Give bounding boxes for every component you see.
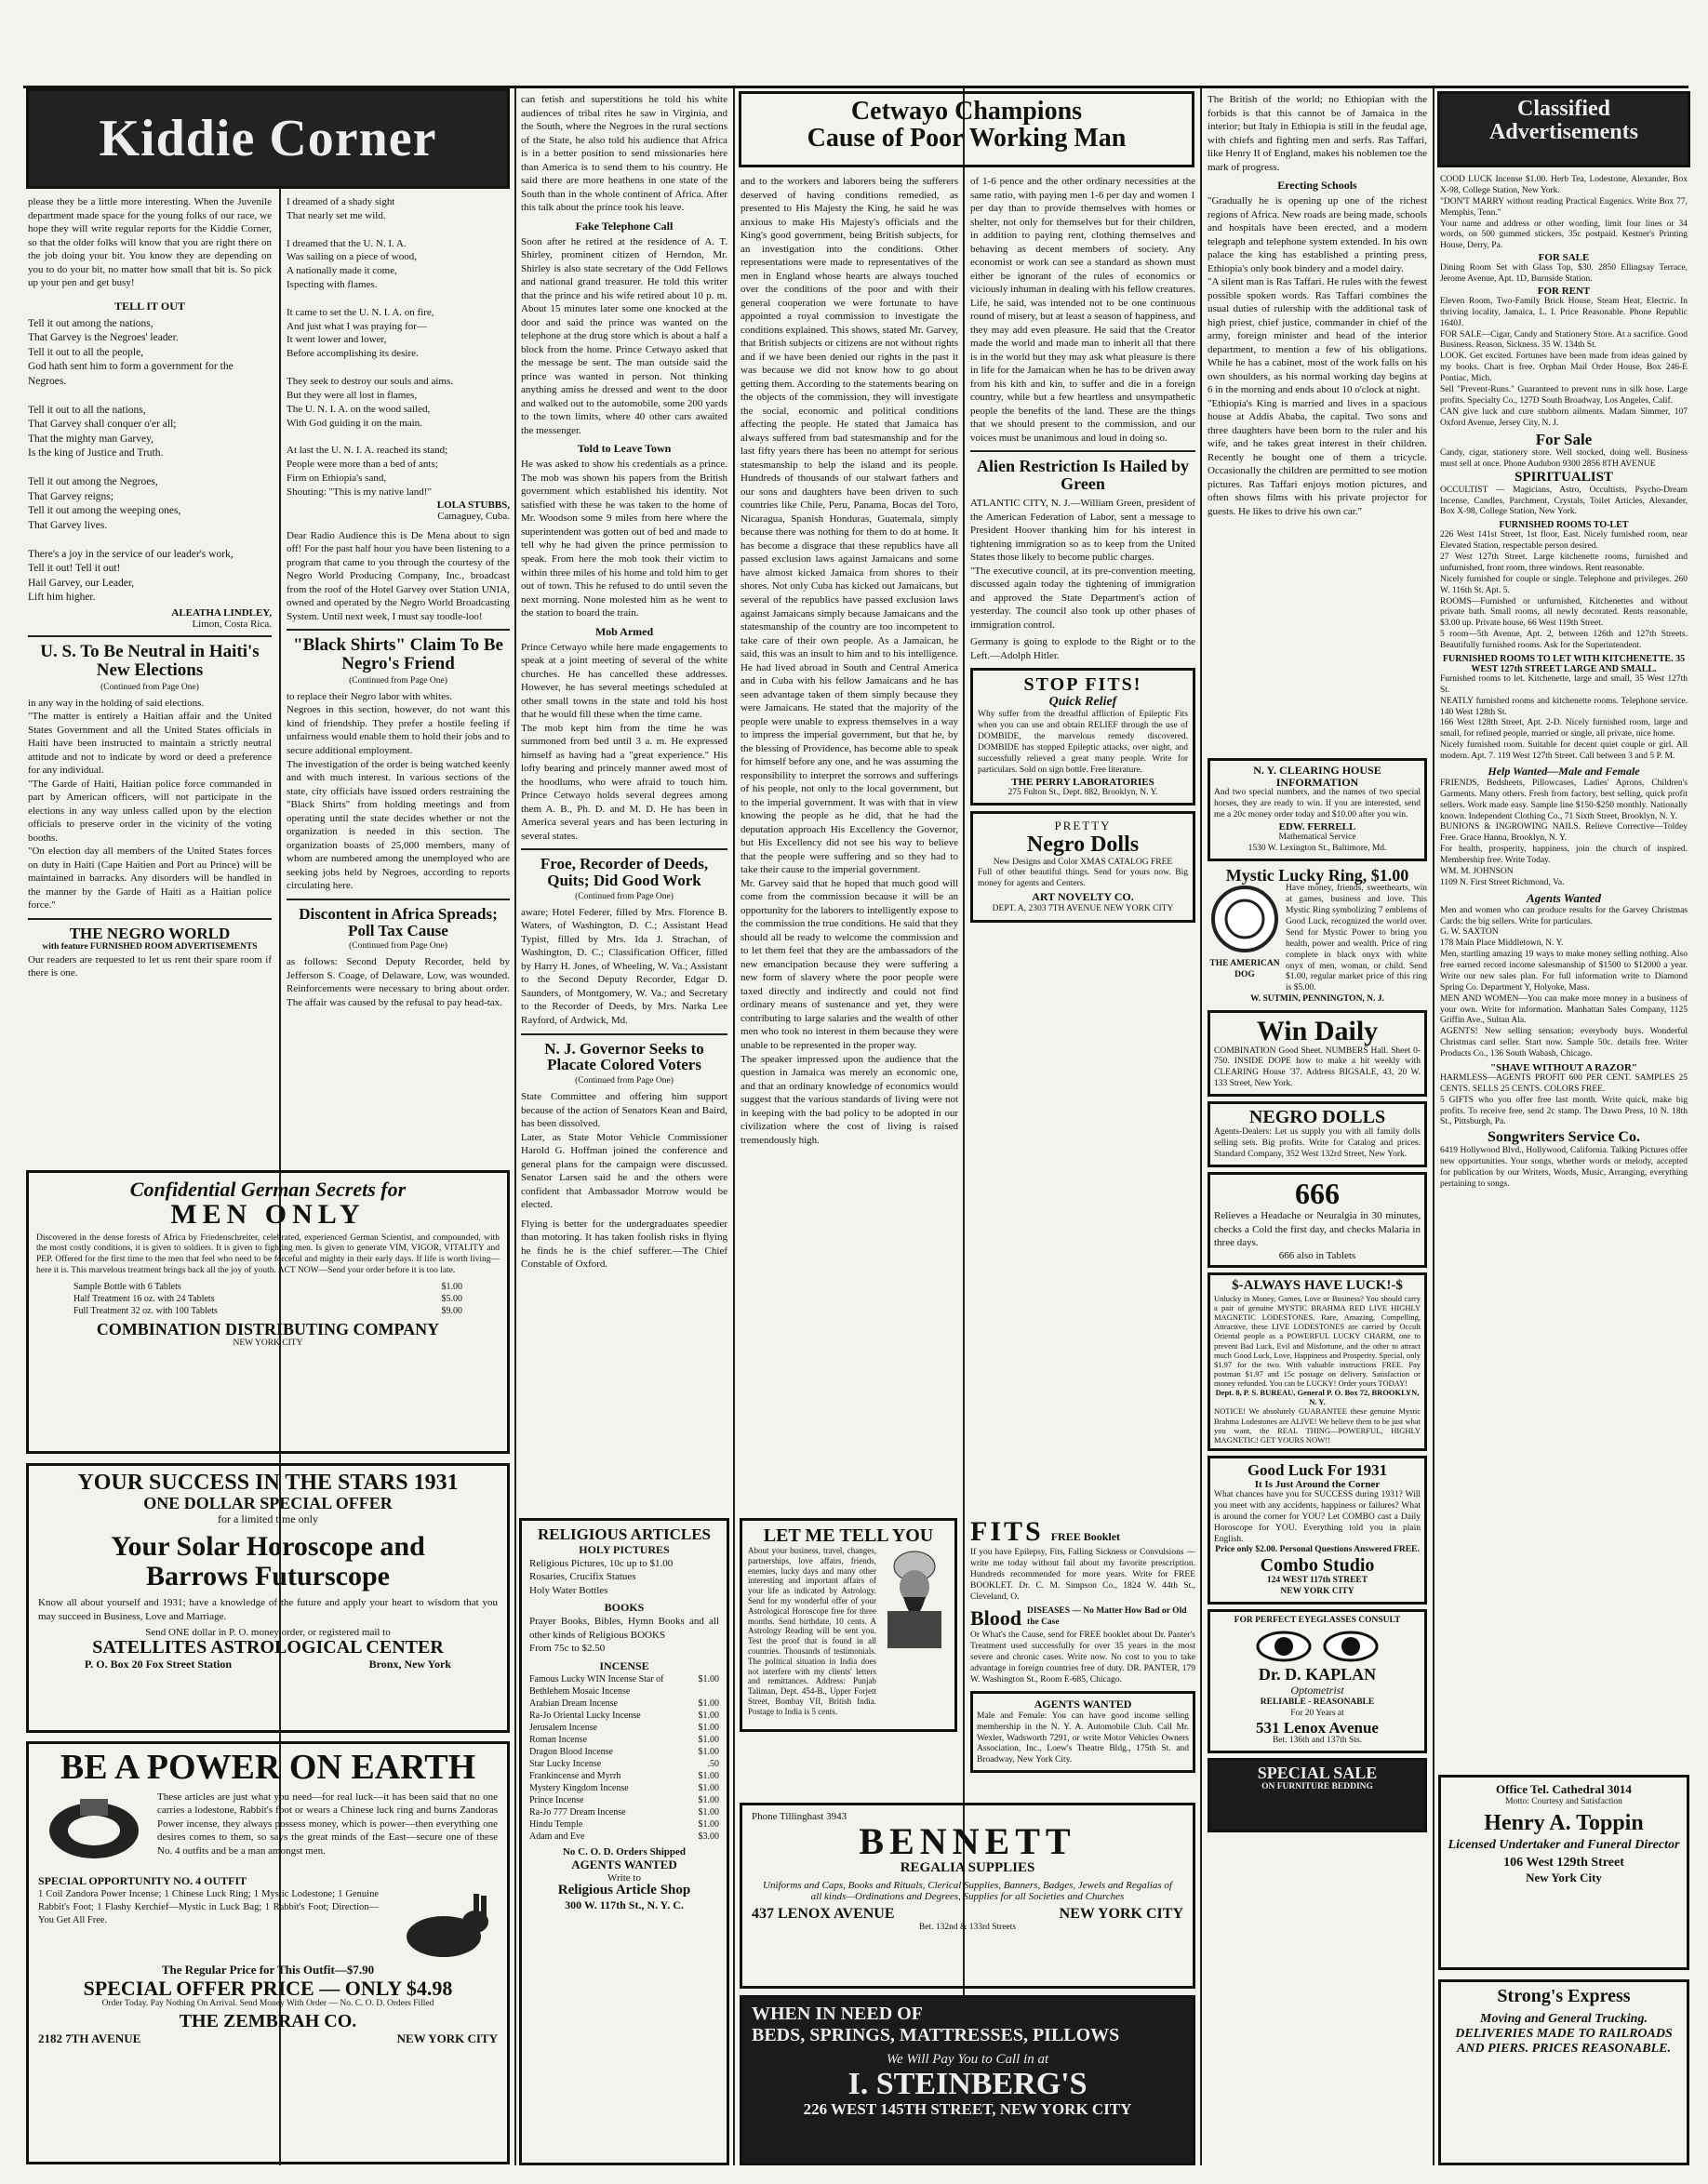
column-rule	[1433, 88, 1434, 2165]
good-luck-1931-ad	[1208, 1456, 1427, 1605]
leave-town-text: He was asked to show his credentials as a prince. The mob was shown his papers from the British government which established his identity. Not satisfied with these he was taken to the home of Mr. Woodson some 9 miles from here where the superintendent was gotten out of bed and made to tell why he had given the prince permission to speak. From here the mob took their victim to within three miles of his home and told him to get out of town. This he refused to do until seven the next morning. None molested him as he went to the station to board the train.	[521, 459, 727, 619]
fake-call-subhead: Fake Telephone Call	[575, 219, 674, 233]
incense-price: $3.00	[698, 1831, 719, 1842]
classified-banner	[1437, 91, 1690, 167]
incense-row	[529, 1831, 719, 1843]
divider	[521, 1033, 727, 1035]
incense-row	[529, 1794, 719, 1806]
lucky-ring-logo	[1208, 884, 1282, 994]
schools-text: "Gradually he is opening up one of the richest regions of Africa. New roads are being made, schools and hospitals have been erected, and a modern telegraph and telephone system extended. In his own palace the king has established a printing press, Ethiopia's only book bindery and a model dairy. "A silent man is Ras Taffari. He rules with the fewest possible spoken words. Ras Taffari combines the usual duties of rulership with the additional task of high priest, chief justice, commander in chief of the army, foreign minister and head of the interior department, to mention a few of his obligations. While he has a cabinet, most of the work falls on his own shoulders, as his normal working day begins at 6 in the morning and ends about 10 o'clock at night. "Ethiopia's King is married and lives in a spacious house at Addis Ababa, the capital. Two sons and three daughters have been born to the ruler and his wife, and he takes great interest in their children. Recently he bought one of them a tricycle. Occasionally the children are permitted to see motion pictures. Ras Taffari enjoys motion pictures, and often shows films with his private projector for guests. He likes to drive his own car."	[1208, 195, 1427, 517]
toppin-tel: Office Tel. Cathedral 3014	[1496, 1782, 1632, 1796]
fits-free-text: If you have Epilepsy, Fits, Falling Sickness or Convulsions — write me today without fail about my favorite prescription. Hundreds recommended for more years. Write for FREE BOOKLET. Dr. C. M. Simpson Co., 1824 W. 44th St., Cleveland, O.	[970, 1548, 1195, 1602]
win-daily-headline: Win Daily	[1256, 1016, 1379, 1047]
incense-price: $1.00	[698, 1818, 719, 1830]
furnished-text: 226 West 141st Street, 1st floor, East. Nicely furnished room, near Elevated Station, respectable person desired. 27 West 127th Street. Large kitchenette rooms, furnished and unfurnished, front room, three windows. Rent reasonable. Nicely furnished for couple or single. Telephone and privileges. 260 W. 116th St. Apt. 5. ROOMS—Furnished or unfurnished, Kitchenettes and without private bath. Small rooms, all newly decorated. Rents reasonable, $3.00 up. Private house, 66 West 119th Street. 5 room—5th Avenue, Apt. 2, between 126th and 127th Streets. Beautifully furnished rooms. Ask for the Superintendent.	[1440, 530, 1688, 651]
garvey-article-cont: of 1-6 pence and the other ordinary necessities at the same ratio, with paying men 1-6 per day and women 1 per day than to provide themselves with homes or shelter, not only for themselves but for their children, in addition to paying rent, clothing themselves and behaving as decent members of society. Any economist or work can see a standard as shown must either be ignorant of the rules of economics or viciously inhuman in dealing with his fellow creatures. Life, he said, was intended not to be one continuous round of misery, but at least a season of happiness, and they may add even pleasure. He said that the Creator made the world and made man to inherit all that there is in the world but they may ask what pleasure is there in life for the Jamaican when he has to be driven away from his kith and kin, to suffer and die in a foreign country, while but a few heartless and unsympathetic people the benefits of the land. These are the things that we should present to the commission, and our voices must be unanimous and loud in doing so.	[970, 176, 1195, 444]
clearing-sub: Mathematical Service	[1278, 832, 1356, 842]
dolls-address: DEPT. A, 2303 7TH AVENUE NEW YORK CITY	[992, 904, 1174, 914]
classified-top: COOD LUCK Incense $1.00. Herb Tea, Lodestone, Alexander, Box X-98, College Station, New York. "DON'T MARRY without reading Practical Eugenics. Write Box 77, Memphis, Tenn." Your name and address or other wording, limit four lines or 34 words, on 500 gummed stickers, 35c postpaid. Kestner's Printing House, Derry, Pa.	[1440, 175, 1688, 251]
divider	[287, 629, 510, 631]
mob-armed-text: Prince Cetwayo while here made engagements to speak at a joint meeting of several of the white churches. He has cancelled these addresses. However, he has several meetings scheduled at other small towns in the state and told his host that he would fill these when the time came. The mob kept him from the time he was summoned from bed until 3 a. m. He expressed himself as having had a "great experience." His lofty bearing and princely manner awed most of the hoodlums, who were afraid to touch him. Prince Cetwayo holds several degrees among them A. B., Ph. D. and M. D. He has been in America several years and has been lecturing in several states.	[521, 641, 727, 842]
rabbit-icon	[386, 1888, 498, 1963]
german-ad-prices	[73, 1281, 462, 1317]
blood-headline: Blood	[970, 1606, 1022, 1631]
negro-world-sub: with feature FURNISHED ROOM ADVERTISEMENTS	[42, 941, 258, 952]
incense-row	[529, 1746, 719, 1758]
fits-free-row	[970, 1516, 1195, 1548]
froe-continued: (Continued from Page One)	[575, 891, 674, 901]
stars-ad-headline: YOUR SUCCESS IN THE STARS 1931	[77, 1471, 459, 1495]
help-wanted-head: Help Wanted—Male and Female	[1488, 764, 1640, 778]
agents-wanted-head: Agents Wanted	[1526, 890, 1602, 905]
clearing-house-ad	[1208, 758, 1427, 861]
negro-dolls-ad-2	[1208, 1101, 1427, 1167]
incense-price: $1.00	[698, 1722, 719, 1733]
stars-ad-offer: ONE DOLLAR SPECIAL OFFER	[143, 1494, 393, 1513]
negro-world-text: Our readers are requested to let us rent their spare room if there is one.	[28, 953, 272, 979]
german-ad-big: MEN ONLY	[170, 1199, 366, 1231]
perry-name: THE PERRY LABORATORIES	[1011, 776, 1154, 788]
spiritualist-text: OCCULTIST — Magicians, Astro, Occultists, Psycho-Dream Incense, Candles, Parchment, Crystals, Toilet Articles, Alexander, Box X-98, College Station, New York.	[1440, 485, 1688, 517]
incense-row	[529, 1806, 719, 1818]
stop-fits-sub: Quick Relief	[1048, 695, 1117, 710]
bennett-name: BENNETT	[859, 1820, 1076, 1862]
cetwayo-banner	[739, 91, 1194, 167]
lola-poem: I dreamed of a shady sight That nearly set me wild. I dreamed that the U. N. I. A. Was sailing on a piece of wood, A nationally made it come, Ispecting with flames. It came to set the U. N. I. A. on fire, And just what I was praying for— It went lower and lower, Before accomplishing its desire. They seek to destroy our souls and aims. But they were all lost in flames, The U. N. I. A. on the wood sailed, With God guiding it on the main. At last the U. N. I. A. reached its stand; People were more than a bed of ants; Firm on Ethiopia's sand, Shouting: "This is my native land!"	[287, 196, 454, 498]
clearing-headline: N. Y. CLEARING HOUSE INFORMATION	[1253, 764, 1381, 789]
column-5-lower	[970, 1516, 1195, 1795]
poem-place: Limon, Costa Rica.	[192, 618, 272, 630]
kitchenette-head: FURNISHED ROOMS TO LET WITH KITCHENETTE. 35 WEST 127th STREET LARGE AND SMALL.	[1442, 653, 1686, 674]
stop-fits-ad	[970, 668, 1195, 806]
dolls-company: ART NOVELTY CO.	[1032, 890, 1134, 904]
poem-body: Tell it out among the nations, That Garvey is the Negroes' leader. Tell it out to all the people, God hath sent him to form a government for the Negroes. Tell it out to all the nations, That Garvey shall conquer o'er all; That the mighty man Garvey, Is the king of Justice and Truth. Tell it out among the Negroes, That Garvey reigns; Tell it out among the weeping ones, That Garvey lives. There's a joy in the service of our leader's work, Tell it out! Tell it out! Hail Garvey, our Leader, Lift him higher.	[28, 317, 234, 604]
special-sale-ad	[1208, 1758, 1427, 1832]
price-row: Sample Bottle with 6 Tablets $1.00	[73, 1282, 462, 1293]
stars-ad-address-row	[85, 1658, 451, 1671]
songwriters-text: 6419 Hollywood Blvd., Hollywood, California. Talking Pictures offer new opportunities. Your songs, whether words or melody, accepted for publication by our Writers, Words, Music, Arranging, everything pertaining to songs.	[1440, 1146, 1688, 1189]
column-5	[970, 175, 1195, 1514]
stars-ad-city: Bronx, New York	[368, 1658, 451, 1671]
incense-name: Ra-Jo 777 Dream Incense	[529, 1806, 626, 1818]
lucky-ring-text: Have money, friends, sweethearts, win at games, business and love. This Mystic Ring symbolizing 7 emblems of Good Luck, recognized the world over. Send for Mystic Power to bring you health, power and wealth. Price of ring complete in black onyx with white onyx of men, woman, or child. Send $1.00, regular market price of this ring is $5.00.	[1286, 884, 1427, 993]
power-ad-special: SPECIAL OFFER PRICE — ONLY $4.98	[83, 1976, 453, 2000]
power-ad-address-row	[38, 2031, 498, 2046]
incense-name: Ra-Jo Oriental Lucky Incense	[529, 1710, 641, 1721]
agents-text: Male and Female: You can have good income selling membership in the N. Y. A. Automobile Club. Call Mr. Wexler, Wadsworth 7291, or write Motor Vehicles Owners Association, Inc., Loew's Theatre Bldg., 175th St. and Broadway, New York City.	[977, 1711, 1189, 1765]
religious-ad-pictures: Religious Pictures, 10c up to $1.00 Rosaries, Crucifix Statues Holy Water Bottles	[529, 1557, 674, 1596]
religious-ad-books: Prayer Books, Bibles, Hymn Books and all other kinds of Religious BOOKS From 75c to $2.50	[529, 1616, 719, 1655]
column-7	[1440, 175, 1688, 1738]
let-me-tell-you-ad	[740, 1518, 957, 1732]
column-6	[1208, 93, 1427, 744]
kiddie-intro: please they be a little more interesting. When the Juvenile department made space for the young folks of our race, we hope they will write regular reports for the Kiddie Corner, so that the older folks will know that you are right there on the job doing your bit. You know they are depending on you to do your bit, no matter how small that bit is. So pick up your pen and get busy!	[28, 196, 272, 289]
bennett-address: 437 LENOX AVENUE	[752, 1905, 895, 1922]
toppin-motto: Motto: Courtesy and Satisfaction	[1505, 1797, 1622, 1806]
gl-studio: Combo Studio	[1260, 1555, 1375, 1577]
stars-ad-send: Send ONE dollar in P. O. money order, or registered mail to	[145, 1627, 391, 1639]
strong-text: Moving and General Trucking. DELIVERIES MADE TO RAILROADS AND PIERS. PRICES REASONABLE.	[1455, 2012, 1673, 2056]
toppin-undertaker-ad	[1438, 1775, 1689, 1970]
for-sale-head: For Sale	[1535, 431, 1593, 449]
power-ad-body	[38, 1791, 498, 1871]
steinberg-name: I. STEINBERG'S	[847, 2067, 1088, 2101]
bennett-address-row	[752, 1906, 1183, 1923]
froe-article: aware; Hotel Federer, filled by Mrs. Florence B. Waters, of Washington, D. C.; Assistant Head Typist, filled by Mrs. Ida J. Strachan, of Washington, D. C.; Classification Officer, filled by Harry H. Jones, of Wheeling, W. Va.; Assistant to the Second Deputy Recorder, Edgar D. Saunders, of Montgomery, W. Va.; and Secretary to the Recorder of Deeds, by Mrs. Narka Lee Rayford, of Ardwick, Md.	[521, 906, 727, 1026]
religious-ad-cod: No C. O. D. Orders Shipped	[562, 1845, 687, 1858]
toppin-title: Licensed Undertaker and Funeral Director	[1448, 1838, 1680, 1853]
toppin-address: 106 West 129th Street	[1503, 1856, 1624, 1871]
power-ad-company: THE ZEMBRAH CO.	[179, 2010, 357, 2031]
incense-row	[529, 1782, 719, 1794]
incense-row	[529, 1758, 719, 1770]
africa-article: as follows: Second Deputy Recorder, held by Jefferson S. Coage, of Delaware, Low, was wounded. Reinforcements were necessary to bring about order. The affair was caused by the refusal to pay head-tax.	[287, 956, 510, 1008]
german-ad-company: COMBINATION DISTRIBUTING COMPANY	[96, 1320, 440, 1339]
ndolls-headline: NEGRO DOLLS	[1248, 1107, 1386, 1128]
bennett-sub: REGALIA SUPPLIES	[900, 1860, 1035, 1875]
luck-headline: $-ALWAYS HAVE LUCK!-$	[1232, 1277, 1403, 1293]
luck-address: Dept. 8, P. S. BUREAU, General P. O. Box 72, BROOKLYN, N. Y.	[1215, 1388, 1420, 1407]
mob-armed-subhead: Mob Armed	[594, 624, 654, 638]
gl-headline: Good Luck For 1931	[1247, 1461, 1388, 1480]
help-wanted-text: FRIENDS, Bedsheets, Pillowcases, Ladies' Aprons, Children's Garments. Many others. Fresh from factory, best selling, quick profit sellers. Work made easy. Sample line $150-$250 monthly. Nationally known. Independent Clothing Co., 71 Sixth Street, Brooklyn, N. Y. BUNIONS & INGROWING NAILS. Relieve Corrective—Toldey Free. Grace Hanna, Brooklyn, N. Y. For health, prosperity, happiness, join the church of inspired. Membership free. Write Today. WM. M. JOHNSON 1109 N. First Street Richmond, Va.	[1440, 778, 1688, 887]
divider	[521, 848, 727, 850]
incense-price: $1.00	[698, 1806, 719, 1818]
incense-price: $1.00	[698, 1794, 719, 1805]
incense-row	[529, 1722, 719, 1734]
blood-ad	[970, 1606, 1195, 1631]
incense-row	[529, 1770, 719, 1782]
froe-headline: Froe, Recorder of Deeds, Quits; Did Good Work	[540, 855, 709, 890]
taffari-article: The British of the world; no Ethiopian with the forbids is that this cannot be of Jamaica in the interior; but Italy in Ethiopia is still in the feudal age, with chiefs and fighting men and serfs. Ras Taffari, like Henry II of England, makes his noblemen toe the mark of progress.	[1208, 94, 1427, 173]
incense-name: Hindu Temple	[529, 1818, 583, 1830]
steinberg-line1: WHEN IN NEED OF	[752, 2004, 923, 2024]
eye-top: FOR PERFECT EYEGLASSES CONSULT	[1234, 1616, 1401, 1626]
sale-headline: SPECIAL SALE	[1257, 1764, 1378, 1783]
oxford-quote: Flying is better for the undergraduates speedier than motoring. It has taken foolish risks in flying he finds he is the chief sufferer.—The Chief Constable of Oxford.	[521, 1218, 727, 1271]
german-ad-headline: Confidential German Secrets for	[129, 1178, 407, 1201]
hitler-quote: Germany is going to explode to the Right or to the Left.—Adolph Hitler.	[970, 636, 1195, 661]
power-ad-city: NEW YORK CITY	[396, 2031, 498, 2045]
power-on-earth-ad	[26, 1741, 510, 2164]
shave-head: "SHAVE WITHOUT A RAZOR"	[1489, 1061, 1637, 1073]
sale-text: ON FURNITURE BEDDING	[1261, 1782, 1373, 1792]
lucky-ring-headline: Mystic Lucky Ring, $1.00	[1225, 865, 1409, 885]
bennett-bet: Bet. 132nd & 133rd Streets	[918, 1922, 1017, 1932]
incense-price: $1.00	[698, 1746, 719, 1757]
agents-wanted-text: Men and women who can produce results for the Garvey Christmas Cards: the big sellers. Write for particulars. G. W. SAXTON 178 Main Place Middletown, N. Y. Men, startling amazing 19 ways to make money selling nothing. Also free earned record income salesmanship of $1500 to $12000 a year. Write our new sales plan. For full information write to Diamond Spring Co. Department Y, Holyoke, Mass. MEN AND WOMEN—You can make more money in a business of your own. Write for information. Manhattan Sales Company, 1125 Griffin Ave., Sultan Ala. AGENTS! New selling sensation; everybody buys. Wonderful Christmas card seller. Start now. Sample 50c. details free. Writer Products Co., 136 South Wabash, Chicago.	[1440, 905, 1688, 1059]
ad-666-headline: 666	[1295, 1176, 1340, 1210]
bennett-phone: Phone Tillinghast 3943	[752, 1811, 847, 1822]
radio-notice: Dear Radio Audience this is De Mena about to sign off! For the past half hour you have been listening to a program that came to you through the courtesy of the Negro World Producing Company, Inc., broadcast from the roof of the Hotel Garvey over Station UNIA, owned and operated by the Negro World Broadcasting System. Until next week, I must say toodle-loo!	[287, 529, 510, 622]
dolls-text: Full of other beautiful things. Send for yours now. Big money for agents and Centers.	[978, 868, 1188, 889]
incense-row	[529, 1710, 719, 1722]
german-ad-city: NEW YORK CITY	[233, 1338, 303, 1348]
power-ad-items: 1 Coil Zandora Power Incense; 1 Chinese Luck Ring; 1 Mystic Lodestone; 1 Genuine Rabbit's Foot; 1 Flashy Kerchief—Mystic in Luck Bag; 1 Rabbit's Foot; Direction—You Get All Free.	[38, 1888, 379, 1925]
religious-ad-sub: HOLY PICTURES	[579, 1542, 670, 1556]
lucky-ring-logo-text: THE AMERICAN DOG	[1209, 959, 1280, 980]
tell-you-text: About your business, travel, changes, partnerships, love affairs, friends, enemies, lucky days and many other interesting and important affairs of your life as indicated by Astrology. Send for my wonderful offer of your Astrological Horoscope free for three months. Send birthdate, 10 cents. A Astrology Reading will be sent you. Test the proof that is found in all countries. Thousands of testimonials. The political situation in India does not interfere with my clients' letters and remittances. Address: Punjab Taliman, Dept. 454-B., Upper Forjett Street, Bombay VII, British India. Postage to India is 5 cents.	[748, 1546, 876, 1716]
lucky-ring-address: W. SUTMIN, PENNINGTON, N. J.	[1250, 994, 1384, 1005]
incense-row	[529, 1734, 719, 1746]
lola-place: Camaguey, Cuba.	[437, 510, 510, 522]
win-daily-text: COMBINATION Good Sheet. NUMBERS Hall. Sheet 0-750. INSIDE DOPE how to make a hit weekly with CLEARING House '37. Address BIGSALE, 43, 20 W. 133 Street, New York.	[1214, 1045, 1421, 1089]
win-daily-ad	[1208, 1010, 1427, 1097]
rent-head: FOR RENT	[1537, 285, 1591, 297]
power-ad-offer: SPECIAL OPPORTUNITY NO. 4 OUTFIT	[38, 1873, 247, 1887]
toppin-name: Henry A. Toppin	[1484, 1810, 1644, 1835]
divider	[28, 918, 272, 920]
steinberg-line3: We Will Pay You to Call in at	[886, 2052, 1049, 2067]
luck-notice: NOTICE! We absolutely GUARANTEE these genuine Mystic Brahma Lodestones are ALIVE! We believe them to be just what you want, the REAL THING—POWERFUL, HIGHLY MAGNETIC! GET YOURS NOW!!	[1214, 1406, 1421, 1445]
power-ad-items-row	[38, 1888, 498, 1963]
strongs-express-ad	[1438, 1979, 1689, 2165]
perry-address: 275 Fulton St., Dept. 882, Brooklyn, N. Y.	[1007, 787, 1158, 797]
nj-article: State Committee and offering him support because of the action of Senators Kean and Baird, has been dissolved. Later, as State Motor Vehicle Commissioner Harold G. Hoffman joined the conference and general plans for the campaign were discussed. Senator Larsen said he and the others were confident that Ambassador Morrow would be elected.	[521, 1091, 727, 1211]
religious-ad-shop: Religious Article Shop	[557, 1882, 691, 1898]
gl-city: NEW YORK CITY	[1280, 1587, 1354, 1597]
astrologer-portrait-icon	[880, 1546, 949, 1648]
incense-price: $1.00	[698, 1710, 719, 1721]
agents-wanted-ad	[970, 1691, 1195, 1773]
ndolls-text: Agents-Dealers: Let us supply you with all family dolls selling sets. Big profits. Write for Catalog and prices. Standard Company, 352 West 132rd Street, New York.	[1214, 1127, 1421, 1159]
kiddie-corner-title: Kiddie Corner	[99, 110, 437, 167]
religious-ad-write: Write to	[607, 1871, 641, 1884]
shave-text: HARMLESS—AGENTS PROFIT 600 PER CENT. SAMPLES 25 CENTS. SELLS 25 CENTS. COLORS FREE. 5 GIFTS who you offer free last month. Write quick, make big profits. To receive free, send 2c stamp. The Dawn Press, 10 N. 18th St., Pittsburgh, Pa.	[1440, 1072, 1688, 1127]
incense-price: $1.00	[698, 1782, 719, 1793]
stop-fits-headline: STOP FITS!	[1023, 674, 1142, 696]
price-row: Half Treatment 16 oz. with 24 Tablets $5.00	[73, 1294, 462, 1305]
incense-row	[529, 1673, 719, 1698]
black-shirts-headline: "Black Shirts" Claim To Be Negro's Friend	[293, 635, 503, 674]
nj-continued: (Continued from Page One)	[575, 1076, 674, 1086]
kitchenette-text: Furnished rooms to let. Kitchenette, large and small, 35 West 127th St. NEATLY furnished rooms and kitchenette rooms. Telephone service. 140 West 128th St. 166 West 128th Street, Apt. 2-D. Nicely furnished room, large and small, for refined people, married or single, all private, nice home. Nicely furnished room. Suitable for decent quiet couple or girl. All modern. Apt. 7. 119 West 127th Street. Call between 3 and 5 P. M.	[1440, 673, 1688, 762]
power-ad-text: These articles are just what you need—for real luck—it has been said that no one carries a lodestone, Rabbit's foot or wears a Chinese luck ring and burns Zandoras Power incense, they always possess money, which is power—then everything one desires comes to them, so says the great minds of the East—secure one of these No. 4 outfits and be a man amongst men.	[157, 1791, 498, 1857]
leave-town-subhead: Told to Leave Town	[577, 442, 672, 456]
classified-title: Classified Advertisements	[1489, 97, 1638, 145]
africa-continued: (Continued from Page One)	[349, 941, 447, 952]
furnished-head: FURNISHED ROOMS TO-LET	[1499, 520, 1629, 531]
steinberg-address: 226 WEST 145TH STREET, NEW YORK CITY	[803, 2099, 1132, 2118]
religious-articles-ad	[519, 1518, 729, 2165]
eye-address: 531 Lenox Avenue	[1256, 1718, 1379, 1737]
incense-name: Famous Lucky WIN Incense Star of Bethlehem Mosaic Incense	[529, 1673, 664, 1697]
lucky-ring-body	[1208, 884, 1427, 994]
power-ad-order: Order Today. Pay Nothing On Arrival. Send Money With Order — No. C. O. D. Orders Filled	[101, 1998, 434, 2008]
kiddie-corner-banner	[26, 88, 510, 189]
dolls-sub: New Designs and Color XMAS CATALOG FREE	[993, 857, 1173, 867]
divider	[287, 899, 510, 900]
alien-article: ATLANTIC CITY, N. J.—William Green, president of the American Federation of Labor, sent a message to President Hoover thanking him for his interest in tightening immigration so as to keep from the United States those likely to become public charges. "The executive council, at its pre-convention meeting, discussed again today the tightening of immigration and approved the State Department's action of yesterday. The council also took up other phases of immigration control.	[970, 498, 1195, 631]
haiti-article: in any way in the holding of said elections. "The matter is entirely a Haitian affair and the United States Government and all the United States officials in Haiti have been instructed to maintain a strictly neutral attitude and not to indicate by word or deed a preference for any individual. "The Garde of Haiti, Haitian police force commanded in part by American officers, will not participate in the elections in any way unless called upon by the election officials to preserve order in the vicinity of the voting booths. "On election day all members of the United States forces on duty in Haiti (Cape Haitien and Port au Prince) will be maintained in barracks. Any disorders will be handled in the manner by the Garde of Haiti as a Haitian police force."	[28, 697, 272, 912]
sale1-text: Dining Room Set with Glass Top, $30. 2850 Ellingsay Terrace, Jerome Avenue, Apt. 1D, Burnside Station.	[1440, 263, 1688, 284]
stars-ad-company: SATELLITES ASTROLOGICAL CENTER	[92, 1637, 444, 1658]
haiti-continued: (Continued from Page One)	[100, 682, 199, 692]
alien-headline: Alien Restriction Is Hailed by Green	[977, 457, 1189, 494]
power-ad-regular: The Regular Price for This Outfit—$7.90	[161, 1962, 375, 1977]
power-ad-address: 2182 7TH AVENUE	[38, 2031, 141, 2045]
column-4	[741, 175, 958, 1514]
german-ad-text: Discovered in the dense forests of Africa by Friedenschreiter, celebrated, experienced German Scientist, and compounded, with the most costly conditions, it is given to soldiers. It is given to fighting men. Is given to generate VIM, VIGOR, VITALITY and PEP. Offered for the first time to the men that feel who need to be forceful and mighty in their early days. If life is worth living—here it is. This marvelous treatment brings back all the joy of youth. ACT NOW—Send your order before it is too late.	[36, 1232, 500, 1276]
eye-tag: RELIABLE - REASONABLE	[1260, 1697, 1375, 1707]
incense-price-list	[529, 1673, 719, 1843]
eyes-icon	[1214, 1631, 1421, 1662]
steinberg-line2: BEDS, SPRINGS, MATTRESSES, PILLOWS	[752, 2025, 1120, 2045]
eye-years: For 20 Years at	[1290, 1708, 1344, 1718]
africa-headline: Discontent in Africa Spreads; Poll Tax Cause	[299, 904, 498, 939]
agents-headline: AGENTS WANTED	[1034, 1697, 1132, 1711]
steinberg-ad	[740, 1995, 1195, 2165]
clearing-name: EDW. FERRELL	[1278, 820, 1356, 832]
toppin-city: New York City	[1526, 1871, 1602, 1885]
german-secrets-ad	[26, 1170, 510, 1454]
cetwayo-banner-line2: Cause of Poor Working Man	[807, 124, 1127, 153]
poem-author: ALEATHA LINDLEY,	[171, 606, 272, 619]
bennett-city: NEW YORK CITY	[1059, 1905, 1183, 1922]
sale1-head: FOR SALE	[1538, 252, 1590, 264]
power-ad-headline: BE A POWER ON EARTH	[60, 1748, 476, 1787]
incense-price: $1.00	[698, 1770, 719, 1781]
column-6-ads	[1208, 758, 1427, 2165]
black-shirts-article: to replace their Negro labor with whites. Negroes in this section, however, do not want this kind of friendship. They prefer a hostile feeling if unfairness would enable them to hold their jobs and to secure additional employment. The investigation of the order is being watched keenly and with much interest. In various sections of the state, city officials have issued orders restraining the "Black Shirts" from holding meetings and from operating until the state decides whether or not the organization is needed in this section. The organization boasts of 25,000 members, many of whom are numbered among the unemployed who are seeking jobs held by Negroes, according to reports circulating here.	[287, 690, 510, 892]
column-rule	[514, 88, 516, 2165]
incense-row	[529, 1818, 719, 1831]
strong-headline: Strong's Express	[1497, 1986, 1631, 2006]
gl-address: 124 WEST 117th STREET	[1266, 1576, 1368, 1586]
page-top-edge	[0, 0, 1708, 88]
rent-text: Eleven Room, Two-Family Brick House, Steam Heat, Electric. In thriving locality, Jamaica, L. I. Price Reasonable. Phone Republic 1640J. FOR SALE—Cigar, Candy and Stationery Store. At a sacrifice. Good Business. Reason, Sickness. 35 W. 134th St. LOOK. Get excited. Fortunes have been made from ideas gained by my books. Chart is free. Orphan Mail Order House, Box 246-E Pontiac, Mich. Sell "Prevent-Runs." Guaranteed to prevent runs in silk hose. Large profits. Specialty Co., 127D South Broadway, Los Angeles, Calif. CAN give luck and cure stubborn ailments. Madam Simmer, 107 Oxford Avenue, Jersey City, N. J.	[1440, 296, 1688, 428]
dolls-headline: Negro Dolls	[1026, 832, 1140, 858]
incense-price: $1.00	[698, 1673, 719, 1685]
incense-price: $1.00	[698, 1698, 719, 1709]
luck-text: Unlucky in Money, Games, Love or Business? You should carry a pair of genuine MYSTIC BRAHMA RED LIVE HIGHLY MAGNETIC LODESTONES. Rare, Amazing, Compelling, Attractive, these LIVE LODESTONES are carried by Occult Oriental people as a POWERFUL LUCKY CHARM, one to prevent Bad Luck, Evil and Misfortune, and the other to attract much Good Luck, Love, Happiness and Prosperity. Special, only $1.97 for the two. With valuable instructions FREE. Pay postman $1.97 and 15c postage on delivery. Satisfaction or money refunded. You can be LUCKY! Order yours TODAY!	[1214, 1293, 1421, 1389]
garvey-article: and to the workers and laborers being the sufferers deserved of having conditions remedied, as presented to His Majesty the King, he said he was anxious to make His Majesty's officials and the King's good government, being British subjects, for an investigation into the conditions. Other representations were made to representatives of the men in England whose hearts are always touched over the conditions of the poor and with their general cooperation we were fortunate to have appointed a royal commission to investigate the conditions explained. This shows, stated Mr. Garvey, that British subjects or citizens are not without rights and if we have been denied our rights in the past it was because we did not know how to go about getting them. According to the statements bearing on the objects of the commission, they will investigate the social, economic and political conditions affecting the people. He stated that Jamaica has always suffered from bad statesmanship and for the last fifty years there has been no attempt for serious statesmanship to help the island and its people. Hundreds of thousands of our stalwart fathers and our sons and daughters have been driven to such countries like Chile, Peru, Panama, Bocas del Toro, Nicaragua, Spanish Honduras, Guatemala, simply because there was nothing for them to do at home. It has become a disgrace that these republics have all passed exclusion laws against Jamaicans and some have almost kicked Jamaica from shores to their shores. Not only Cuba has kicked out Jamaicans, but several of the republics have passed exclusion laws against Jamaicans simply because Jamaicans and the statesmanship of the country are too incompetent to take care of their own people. As a Jamaican, he said, this was an insult to him and to his intelligence. He had lived abroad in South and Central America and in Cuba with his fellow Jamaicans and he has seen advantage taken of them simply because they were Jamaicans. He stated that the majority of the people were unable to express themselves in a way to impress the imperial government, but that he, by the blessing of Providence, has become able to speak for himself before any one, and he was assuming the responsibility to interpret the sorrows and sufferings of his people, not only to the local government, but to the imperial government. It was with that in view knowing the people as he did, that he had the deputation approach His Excellency the Governor, but His Excellency did not see his way to believe that the people were suffering and so they had to take their cause to the imperial government. Mr. Garvey said that he hoped that much good will come from the commission because it will be an opportunity for the laborers to intelligently expose to the commission the true conditions. He said that they should all be ready to welcome the commission and to let them feel that they are the ambassadors of the new emancipation because they were suffering a new form of slavery where the poor people were taxed directly and indirectly and could not find ordinary means of sustenance and yet, they were contributing to large salaries and the wealth of other men who took no interest in them because they were unable to be represented in the proper way. The speaker impressed upon the audience that the question in Jamaica was merely an economic one, and that an ordinary knowledge of economics would suggest that the various standards of living were not in keeping with the bad policy to be adopted in our civilization where the cost of living is raised tremendously high.	[741, 176, 958, 1146]
lola-signature: LOLA STUBBS,	[436, 499, 510, 511]
negro-dolls-ad	[970, 811, 1195, 923]
incense-price: .50	[707, 1758, 719, 1769]
fits-free-booklet: FREE Booklet	[1050, 1530, 1121, 1543]
religious-ad-books-head: BOOKS	[604, 1601, 645, 1615]
religious-ad-agents: AGENTS WANTED	[571, 1857, 677, 1871]
column-1	[28, 195, 272, 1163]
incense-name: Adam and Eve	[529, 1831, 585, 1842]
eye-bet: Bet. 136th and 137th Sts.	[1272, 1736, 1363, 1746]
blood-sub: DISEASES — No Matter How Bad or Old the Case	[1027, 1606, 1187, 1628]
negro-world-heading: THE NEGRO WORLD	[69, 924, 231, 942]
column-2	[287, 195, 510, 1163]
songwriters-head: Songwriters Service Co.	[1488, 1129, 1640, 1146]
nj-headline: N. J. Governor Seeks to Placate Colored Voters	[544, 1039, 704, 1074]
stars-horoscope-ad	[26, 1463, 510, 1733]
incense-name: Jerusalem Incense	[529, 1722, 598, 1733]
fake-call-text: Soon after he retired at the residence of A. T. Shirley, prominent citizen of Herndon, Mr. Shirley is also state secretary of the Odd Fellows and national grand treasurer. He told this writer that the prince and his wife retired about 10 p. m. About 15 minutes later some one knocked at the door and said the prince was wanted on the telephone at the drug store which is about a half a block from the home. Prince Cetwayo asked that the message be sent. The man outside said the prince was wanted in person. Not thinking anything amiss he dressed and went to the door and walked out to the automobile, some 200 yards to the town limits, where 40 other cars awaited the messenger.	[521, 235, 727, 436]
eye-name: Dr. D. KAPLAN	[1258, 1664, 1377, 1684]
bennett-desc: Uniforms and Caps, Books and Rituals, Clerical Supplies, Banners, Badges, Jewels and Regalias of all kinds—Ordinations and Degrees, Supplies for all Societies and Churches	[763, 1879, 1172, 1902]
gl-text: What chances have you for SUCCESS during 1931? Will you meet with any accidents, happiness or failures? What is around the corner for YOU? Let COMBO cast a Daily Horoscope for YOU. Everything told you in plain English.	[1214, 1490, 1421, 1544]
stars-ad-address: P. O. Box 20 Fox Street Station	[85, 1658, 232, 1671]
tell-you-body	[748, 1546, 949, 1717]
gl-price: Price only $2.00. Personal Questions Answered FREE.	[1215, 1545, 1420, 1555]
cetwayo-banner-line1: Cetwayo Champions	[850, 97, 1083, 126]
divider	[970, 450, 1195, 452]
stop-fits-text: Why suffer from the dreadful affliction of Epileptic Fits when you can use and obtain RELIEF through the use of DOMBIDE, the marvelous remedy discovered. DOMBIDE has stopped Epileptic attacks, over night, and successfully relieved a great many people. Write for particulars. Sold on sign bottle. Free literature.	[978, 710, 1188, 775]
religious-ad-incense-head: INCENSE	[599, 1658, 649, 1672]
incense-name: Frankincense and Myrrh	[529, 1770, 621, 1781]
column-rule	[733, 88, 735, 2165]
religious-ad-headline: RELIGIOUS ARTICLES	[538, 1525, 711, 1543]
haiti-headline: U. S. To Be Neutral in Haiti's New Elections	[40, 641, 260, 680]
eye-title: Optometrist	[1290, 1683, 1344, 1697]
stars-ad-limited: for a limited time only	[218, 1512, 318, 1526]
bennett-regalia-ad	[740, 1803, 1195, 1989]
cetwayo-continued: can fetish and superstitions he told his white audiences of tribal rites he saw in Virginia, and the South, where the Negroes in the rural sections of the State, he also told his audience that Africa is in a better position to send missionaries here than America is to send them to his country. He said there are more heathens in one state of the South than in the whole continent of Africa. After this talk about the prince took his leave.	[521, 94, 727, 214]
schools-subhead: Erecting Schools	[1277, 179, 1357, 193]
clearing-address: 1530 W. Lexington St., Baltimore, Md.	[1248, 843, 1387, 853]
column-rule	[1200, 88, 1202, 2165]
tell-you-headline: LET ME TELL YOU	[763, 1525, 934, 1546]
ad-666-tablets: 666 also in Tablets	[1278, 1249, 1356, 1261]
incense-name: Roman Incense	[529, 1734, 587, 1745]
spiritualist-head: SPIRITUALIST	[1515, 469, 1613, 485]
ad-666-text: Relieves a Headache or Neuralgia in 30 minutes, checks a Cold the first day, and checks Malaria in three days.	[1214, 1210, 1421, 1249]
incense-name: Prince Incense	[529, 1794, 584, 1805]
blood-text: Or What's the Cause, send for FREE booklet about Dr. Panter's Treatment used successfully for over 35 years in the most severe and chronic cases. Write now. No cost to you to take advantage in foreign countries free of duty. DR. PANTER, 179 W. Washington St., Room E-685, Chicago.	[970, 1631, 1195, 1685]
column-3	[521, 93, 727, 1507]
fits-free-headline: FITS	[970, 1516, 1044, 1547]
incense-name: Arabian Dream Incense	[529, 1698, 618, 1709]
incense-row	[529, 1698, 719, 1710]
stars-ad-text: Know all about yourself and 1931; have a knowledge of the future and apply your heart to wisdom that you may succeed in Business, Love and Marriage.	[38, 1597, 498, 1622]
incense-name: Dragon Blood Incense	[529, 1746, 613, 1757]
poem-title: TELL IT OUT	[114, 299, 185, 313]
ad-666	[1208, 1172, 1427, 1268]
price-row: Full Treatment 32 oz. with 100 Tablets $9.00	[73, 1306, 462, 1317]
kaplan-eyeglasses-ad	[1208, 1609, 1427, 1753]
religious-ad-address: 300 W. 117th St., N. Y. C.	[565, 1898, 684, 1911]
divider	[28, 635, 272, 637]
incense-price: $1.00	[698, 1734, 719, 1745]
black-shirts-continued: (Continued from Page One)	[349, 676, 447, 686]
always-luck-ad	[1208, 1272, 1427, 1451]
ring-icon	[1209, 884, 1280, 954]
clearing-text: And two special numbers, and the names of two special horses, they are ready to win. If you are interested, send me a 20c money order today and $10.00 after you win.	[1214, 788, 1421, 819]
dolls-pretty: PRETTY	[1054, 819, 1112, 833]
stars-ad-big: Your Solar Horoscope and Barrows Futurscope	[111, 1531, 425, 1591]
incense-name: Mystery Kingdom Incense	[529, 1782, 629, 1793]
incense-name: Star Lucky Incense	[529, 1758, 602, 1769]
gl-sub: It Is Just Around the Corner	[1254, 1479, 1381, 1491]
ring-icon	[38, 1791, 150, 1871]
for-sale-text: Candy, cigar, stationery store. Well stocked, doing well. Business must sell at once. Phone Audubon 9300 2856 8TH AVENUE	[1440, 448, 1688, 470]
